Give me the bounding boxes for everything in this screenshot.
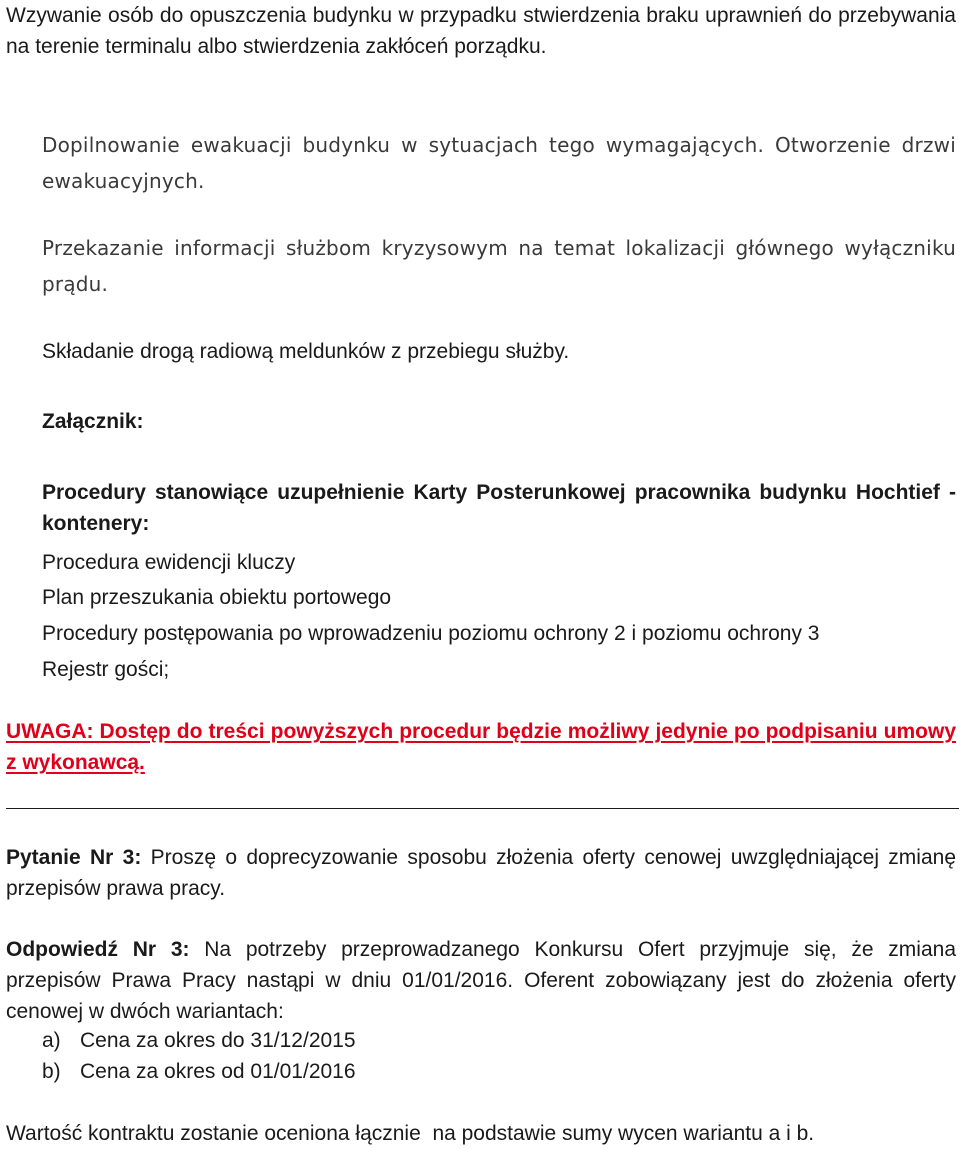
paragraph-radio-reports: Składanie drogą radiową meldunków z przebiegu służby. — [42, 340, 570, 363]
paragraph-power-switch: Przekazanie informacji służbom kryzysowym na temat lokalizacji głównego wyłączniku prądu. — [42, 236, 956, 296]
question-text: Proszę o doprecyzowanie sposobu złożenia oferty cenowej uwzględniającej zmianę przepisów prawa pracy. — [6, 846, 956, 900]
procedure-item: Procedury postępowania po wprowadzeniu poziomu ochrony 2 i poziomu ochrony 3 — [42, 622, 820, 645]
paragraph-evacuation: Dopilnowanie ewakuacji budynku w sytuacjach tego wymagających. Otworzenie drzwi ewakuacyjnych. — [42, 133, 956, 193]
answer-paragraph — [6, 934, 956, 1027]
question-label: Pytanie Nr 3: — [6, 846, 142, 869]
list-item — [42, 1025, 356, 1056]
answer-text: Na potrzeby przeprowadzanego Konkursu Ofert przyjmuje się, że zmiana przepisów Prawa Pracy nastąpi w dniu 01/01/2016. Oferent zobowiązany jest do złożenia oferty cenowej w dwóch wariantach: — [6, 938, 956, 1023]
list-item-text: Cena za okres od 01/01/2016 — [80, 1060, 356, 1083]
answer-label: Odpowiedź Nr 3: — [6, 938, 190, 961]
section-divider — [6, 808, 959, 809]
attachment-heading: Załącznik: — [42, 410, 144, 433]
paragraph-building-exit: Wzywanie osób do opuszczenia budynku w przypadku stwierdzenia braku uprawnień do przebywania na terenie terminalu albo stwierdzenia zakłóceń porządku. — [6, 4, 956, 58]
question-paragraph — [6, 842, 956, 904]
list-item — [42, 1056, 356, 1087]
procedure-item: Procedura ewidencji kluczy — [42, 551, 296, 574]
list-marker: a) — [42, 1029, 61, 1052]
list-marker: b) — [42, 1060, 61, 1083]
variant-list — [42, 1025, 356, 1087]
warning-notice: UWAGA: Dostęp do treści powyższych procedur będzie możliwy jedynie po podpisaniu umowy z wykonawcą. — [6, 720, 956, 774]
list-item-text: Cena za okres do 31/12/2015 — [80, 1029, 356, 1052]
procedure-item: Plan przeszukania obiektu portowego — [42, 586, 392, 609]
closing-paragraph: Wartość kontraktu zostanie oceniona łącznie na podstawie sumy wycen wariantu a i b. — [6, 1122, 815, 1145]
procedures-heading: Procedury stanowiące uzupełnienie Karty Posterunkowej pracownika budynku Hochtief - kontenery: — [42, 481, 956, 535]
procedure-item: Rejestr gości; — [42, 658, 170, 681]
